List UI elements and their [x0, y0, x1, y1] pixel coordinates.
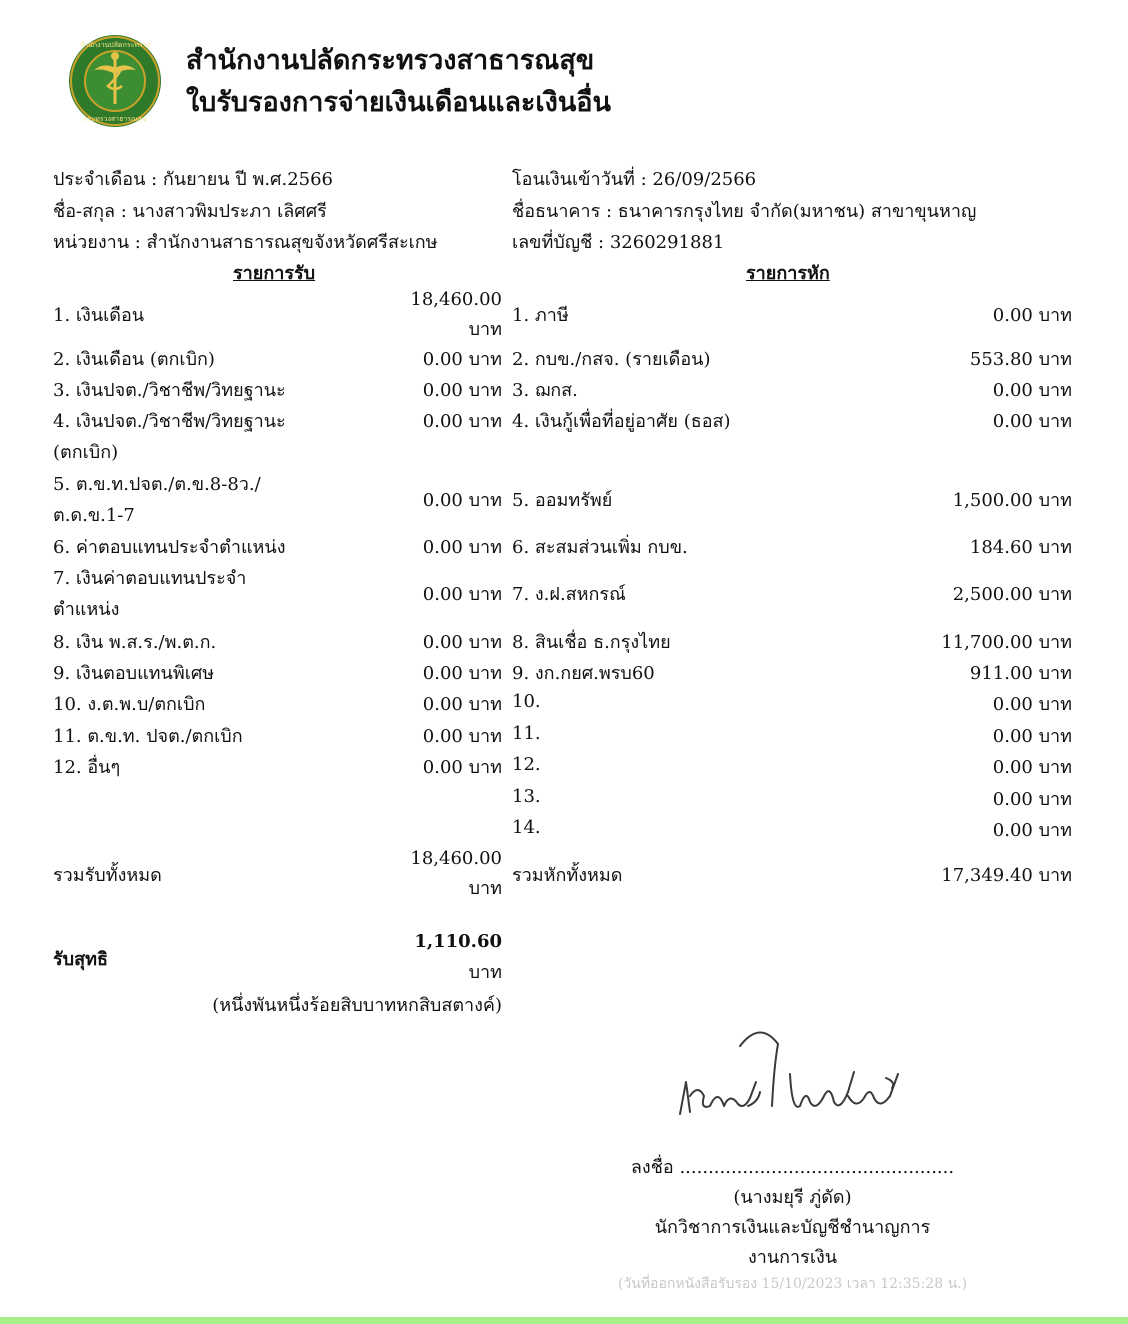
deduction-label: 13. [512, 786, 541, 807]
deduction-amount: 0.00 บาท [992, 726, 1072, 747]
net-pay-unit: บาท [468, 962, 502, 983]
seal-text-bottom: กระทรวงสาธารณสุข [83, 115, 147, 123]
deduction-amount: 184.60 บาท [969, 537, 1072, 558]
income-amount: 0.00 บาท [422, 663, 502, 684]
header-title [186, 40, 611, 124]
deduction-amount: 0.00 บาท [992, 380, 1072, 401]
document-title: ใบรับรองการจ่ายเงินเดือนและเงินอื่น [186, 87, 611, 118]
deduction-amount: 1,500.00 บาท [952, 490, 1072, 511]
income-label: 8. เงิน พ.ส.ร./พ.ต.ก. [53, 632, 217, 653]
deduction-amount: 0.00 บาท [992, 305, 1072, 326]
income-label: 11. ต.ข.ท. ปจต./ตกเบิก [53, 726, 243, 747]
deduction-label: 14. [512, 817, 541, 838]
org-name: สำนักงานปลัดกระทรวงสาธารณสุข [186, 45, 595, 76]
income-heading: รายการรับ [233, 263, 316, 284]
signer-position: นักวิชาการเงินและบัญชีชำนาญการ [654, 1217, 931, 1238]
deduction-amount: 0.00 บาท [992, 694, 1072, 715]
income-label: 2. เงินเดือน (ตกเบิก) [53, 349, 215, 370]
deduction-total-label: รวมหักทั้งหมด [512, 865, 623, 886]
signature-line: ลงชื่อ ................................................ [630, 1157, 955, 1178]
deduction-label: 10. [512, 691, 541, 712]
deduction-label: 1. ภาษี [512, 305, 569, 326]
net-pay-label: รับสุทธิ [53, 949, 108, 970]
income-label: 10. ง.ต.พ.บ/ตกเบิก [53, 694, 206, 715]
deduction-label: 12. [512, 754, 541, 775]
deduction-amount: 553.80 บาท [969, 349, 1072, 370]
pay-month: ประจำเดือน : กันยายน ปี พ.ศ.2566 [53, 169, 334, 190]
deduction-label: 8. สินเชื่อ ธ.กรุงไทย [512, 632, 671, 653]
income-label: 3. เงินปจต./วิชาชีพ/วิทยฐานะ [53, 380, 286, 401]
deduction-amount: 0.00 บาท [992, 757, 1072, 778]
income-label: 1. เงินเดือน [53, 305, 145, 326]
income-amount: 0.00 บาท [422, 726, 502, 747]
deduction-amount: 0.00 บาท [992, 820, 1072, 841]
income-unit: บาท [468, 319, 502, 340]
income-total-label: รวมรับทั้งหมด [53, 865, 162, 886]
bank-name: ชื่อธนาคาร : ธนาคารกรุงไทย จำกัด(มหาชน) สาขาขุนหาญ [512, 201, 977, 222]
income-amount: 0.00 บาท [422, 349, 502, 370]
income-amount: 0.00 บาท [422, 380, 502, 401]
deduction-label: 4. เงินกู้เพื่อที่อยู่อาศัย (ธอส) [512, 411, 731, 432]
signature-image [660, 1026, 920, 1136]
net-pay-amount: 1,110.60 [414, 931, 502, 952]
income-label: 9. เงินตอบแทนพิเศษ [53, 663, 215, 684]
seal-text-top: สำนักงานปลัดกระทรวง [79, 41, 151, 49]
signer-department: งานการเงิน [747, 1247, 838, 1268]
signer-name: (นางมยุรี ภู่ดัด) [733, 1187, 852, 1208]
income-total-amount: 18,460.00 [410, 848, 502, 869]
deduction-label: 5. ออมทรัพย์ [512, 490, 613, 511]
deduction-amount: 911.00 บาท [969, 663, 1072, 684]
income-label: 7. เงินค่าตอบแทนประจำ ตำแหน่ง [53, 568, 247, 620]
income-amount: 0.00 บาท [422, 757, 502, 778]
deduction-amount: 2,500.00 บาท [952, 584, 1072, 605]
employee-name: ชื่อ-สกุล : นางสาวพิมประภา เลิศศรี [53, 201, 327, 222]
footer-bar [0, 1317, 1128, 1324]
deduction-amount: 11,700.00 บาท [941, 632, 1072, 653]
income-label: 5. ต.ข.ท.ปจต./ต.ข.8-8ว./ ต.ด.ข.1-7 [53, 474, 261, 526]
deduction-total-amount: 17,349.40 บาท [941, 865, 1072, 886]
deduction-label: 7. ง.ฝ.สหกรณ์ [512, 584, 626, 605]
ministry-seal-icon [68, 34, 162, 128]
issued-timestamp: (วันที่ออกหนังสือรับรอง 15/10/2023 เวลา 12:35:28 น.) [617, 1276, 968, 1292]
income-label: 12. อื่นๆ [53, 757, 121, 778]
income-amount: 0.00 บาท [422, 632, 502, 653]
income-total-unit: บาท [468, 878, 502, 899]
deduction-heading: รายการหัก [746, 263, 830, 284]
deduction-label: 9. งก.กยศ.พรบ60 [512, 663, 655, 684]
work-unit: หน่วยงาน : สำนักงานสาธารณสุขจังหวัดศรีสะเกษ [53, 232, 438, 253]
income-amount: 0.00 บาท [422, 694, 502, 715]
account-number: เลขที่บัญชี : 3260291881 [512, 232, 725, 253]
income-label: 6. ค่าตอบแทนประจำตำแหน่ง [53, 537, 286, 558]
deduction-label: 6. สะสมส่วนเพิ่ม กบข. [512, 537, 688, 558]
deduction-label: 11. [512, 723, 541, 744]
deduction-amount: 0.00 บาท [992, 789, 1072, 810]
income-amount: 0.00 บาท [422, 537, 502, 558]
net-pay-words: (หนึ่งพันหนึ่งร้อยสิบบาทหกสิบสตางค์) [212, 995, 502, 1016]
transfer-date: โอนเงินเข้าวันที่ : 26/09/2566 [512, 169, 757, 190]
deduction-label: 2. กบข./กสจ. (รายเดือน) [512, 349, 711, 370]
income-amount: 18,460.00 [410, 289, 502, 310]
income-label: 4. เงินปจต./วิชาชีพ/วิทยฐานะ (ตกเบิก) [53, 411, 286, 463]
income-amount: 0.00 บาท [422, 490, 502, 511]
deduction-label: 3. ฌกส. [512, 380, 578, 401]
deduction-amount: 0.00 บาท [992, 411, 1072, 432]
income-amount: 0.00 บาท [422, 584, 502, 605]
income-amount: 0.00 บาท [422, 411, 502, 432]
